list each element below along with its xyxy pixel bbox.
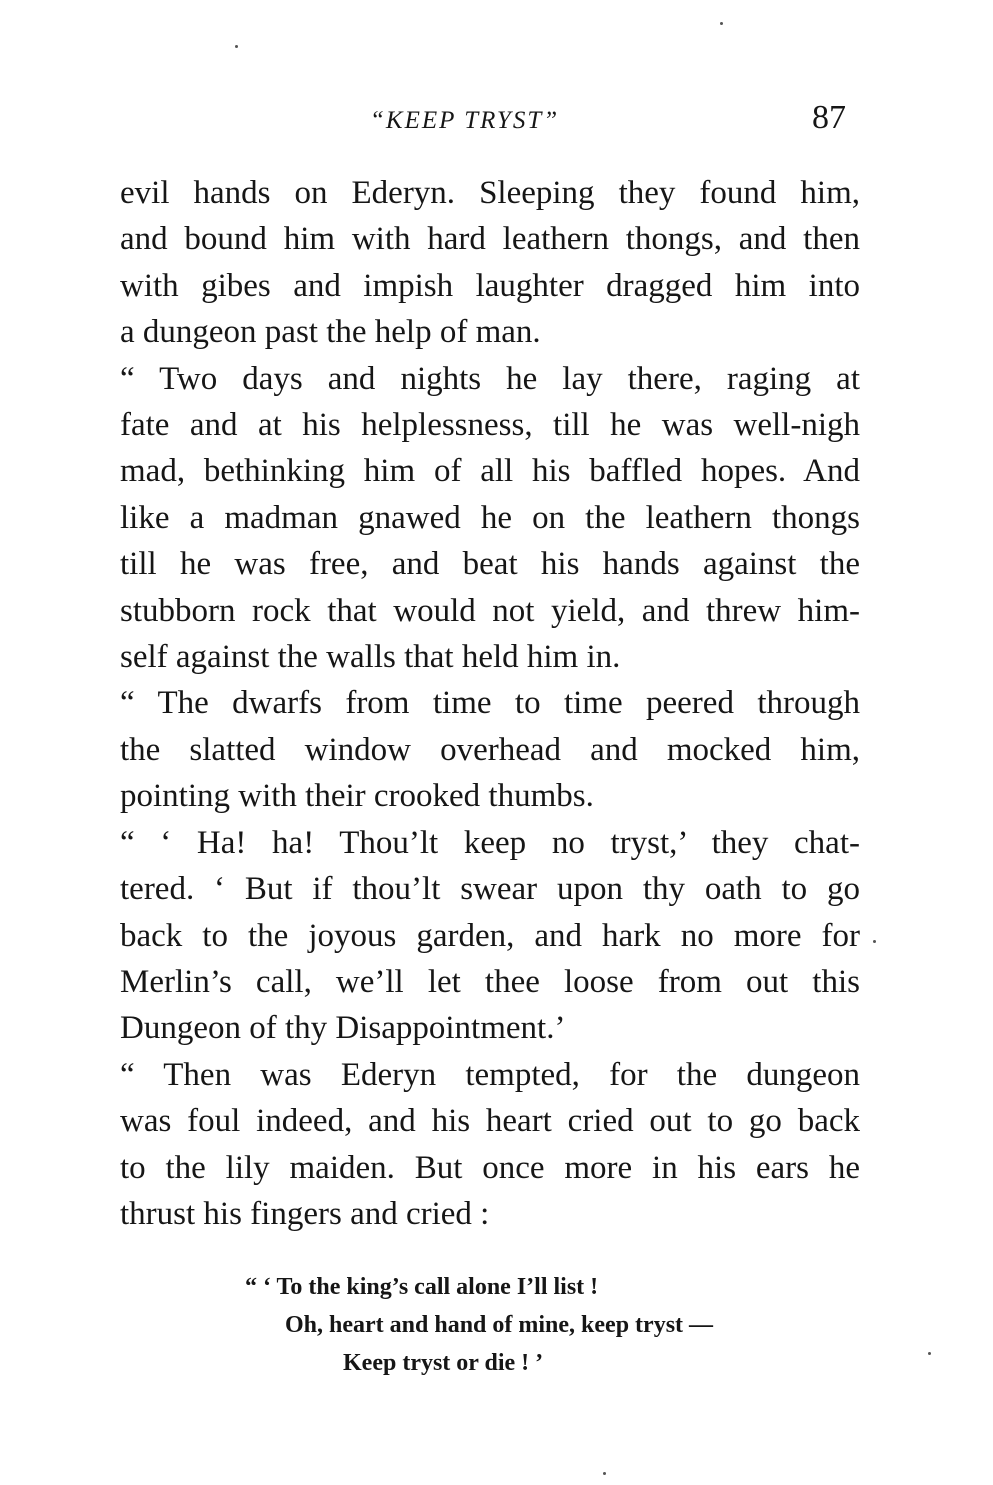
print-speck <box>873 940 876 943</box>
text-line: “ The dwarfs from time to time peered through <box>120 685 860 722</box>
text-line: Merlin’s call, we’ll let thee loose from out this <box>120 963 860 1000</box>
text-line: “ ‘ Ha! ha! Thou’lt keep no tryst,’ they chat- <box>120 824 860 861</box>
text-line: a dungeon past the help of man. <box>120 314 541 351</box>
verse-line: Oh, heart and hand of mine, keep tryst — <box>285 1312 714 1338</box>
text-line: stubborn rock that would not yield, and threw him- <box>120 592 860 629</box>
text-line: “ Then was Ederyn tempted, for the dungeon <box>120 1056 860 1093</box>
text-line: fate and at his helplessness, till he was well-nigh <box>120 407 860 444</box>
text-line: Dungeon of thy Disappointment.’ <box>120 1010 566 1047</box>
print-speck <box>603 1472 606 1475</box>
text-line: the slatted window overhead and mocked him, <box>120 731 860 768</box>
text-line: pointing with their crooked thumbs. <box>120 778 594 815</box>
print-speck <box>928 1352 931 1355</box>
text-line: tered. ‘ But if thou’lt swear upon thy oath to go <box>120 871 860 908</box>
text-line: thrust his fingers and cried : <box>120 1195 490 1232</box>
print-speck <box>720 22 723 25</box>
running-head <box>0 95 993 145</box>
verse-line: Keep tryst or die ! ’ <box>343 1350 544 1376</box>
page-number: 87 <box>812 99 846 136</box>
text-line: was foul indeed, and his heart cried out to go back <box>120 1103 860 1140</box>
body-text <box>120 170 860 1237</box>
text-line: with gibes and impish laughter dragged him into <box>120 267 860 304</box>
text-line: and bound him with hard leathern thongs, and then <box>120 221 860 258</box>
text-line: back to the joyous garden, and hark no more for <box>120 917 860 954</box>
text-line: “ Two days and nights he lay there, raging at <box>120 360 860 397</box>
verse-line: “ ‘ To the king’s call alone I’ll list ! <box>245 1274 599 1300</box>
running-title: “KEEP TRYST” <box>370 107 560 134</box>
text-line: like a madman gnawed he on the leathern thongs <box>120 499 860 536</box>
text-line: self against the walls that held him in. <box>120 639 621 676</box>
text-line: to the lily maiden. But once more in his ears he <box>120 1149 860 1186</box>
verse-block <box>245 1268 713 1382</box>
text-line: till he was free, and beat his hands against the <box>120 546 860 583</box>
text-line: evil hands on Ederyn. Sleeping they found him, <box>120 175 860 211</box>
print-speck <box>235 45 238 48</box>
text-line: mad, bethinking him of all his baffled hopes. And <box>120 453 860 490</box>
